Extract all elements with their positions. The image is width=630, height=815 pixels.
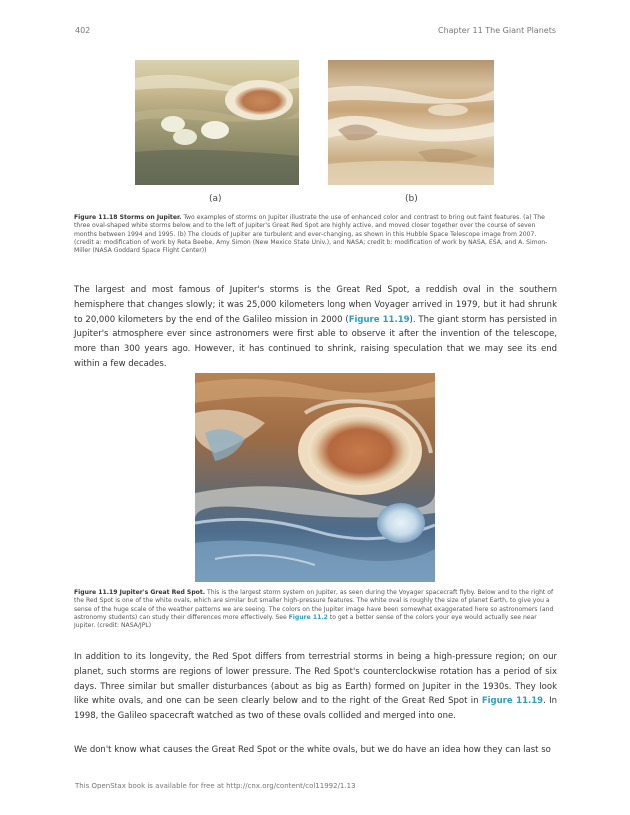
- figure-label-a: (a): [209, 194, 222, 204]
- footer-attribution: This OpenStax book is available for free at http://cnx.org/content/col11992/1.13: [75, 782, 356, 790]
- body-paragraph-2: [74, 650, 557, 724]
- figure-11-2-link[interactable]: Figure 11.2: [288, 613, 328, 621]
- paragraph-2-text-end: . In 1998, the Galileo spacecraft watched as two of these ovals collided and merged into one.: [74, 696, 557, 722]
- paragraph-2-text-start: In addition to its longevity, the Red Spot differs from terrestrial storms in being a high-pressure region; on our planet, such storms are regions of lower pressure. The Red Spot's counterclockwise rotation has a period of six days. Three similar but smaller disturbances (about as big as Earth) formed on Jupiter in the 1930s. They look like white ovals, and one can be seen clearly below and to the right of the Great Red Spot in: [74, 652, 557, 707]
- figure-11-18-text: Two examples of storms on Jupiter illustrate the use of enhanced color and contrast to bring out faint features. (a) The three oval-shaped white storms below and to the left of Jupiter's Great Red Spot are highly active, and moved closer together over the course of seven months between 1994 and 1995. (b) The clouds of Jupiter are turbulent and ever-changing, as shown in this Hubble Space Telescope image from 2007. (credit a: modification of work by Reta Beebe, Amy Simon (New Mexico State Univ.), and NASA; credit b: modification of work by NASA, ESA, and A. Simon-Miller (NASA Goddard Space Flight Center)): [74, 214, 548, 255]
- figure-11-19-link-2[interactable]: Figure 11.19: [481, 696, 544, 707]
- figure-11-19-text-end: to get a better sense of the colors your eye would actually see near Jupiter. (credit: NASA/JPL): [74, 613, 537, 630]
- paragraph-1-text-start: The largest and most famous of Jupiter's storms is the Great Red Spot, a reddish oval in the southern hemisphere that changes slowly; it was 25,000 kilometers long when Voyager arrived in 1979, but it had shrunk to 20,000 kilometers by the end of the Galileo mission in 2000 (: [74, 285, 557, 325]
- body-paragraph-1: [74, 283, 557, 372]
- figure-11-19-text-start: This is the largest storm system on Jupiter, as seen during the Voyager spacecraft flyby. Below and to the right of the Red Spot is one of the white ovals, which are similar but smaller high-pressure features. The white oval is roughly the size of planet Earth, to give you a sense of the huge scale of the weather patterns we are seeing. The colors on the Jupiter image have been somewhat exaggerated here so astronomers (and astronomy students) can study their differences more effectively. See: [74, 589, 554, 621]
- chapter-title: Chapter 11 The Giant Planets: [438, 26, 556, 35]
- figure-11-19-title: Figure 11.19 Jupiter's Great Red Spot.: [74, 589, 206, 596]
- figure-11-18-caption: [74, 214, 557, 255]
- great-red-spot-photo: [195, 373, 435, 582]
- figure-11-19-caption: [74, 589, 557, 630]
- page-number: 402: [75, 26, 91, 35]
- figure-11-18-title: Figure 11.18 Storms on Jupiter.: [74, 214, 182, 221]
- jupiter-clouds-photo-b: [328, 60, 494, 185]
- figure-label-b: (b): [405, 194, 418, 204]
- jupiter-storms-photo-a: [135, 60, 299, 185]
- figure-11-19-link[interactable]: Figure 11.19: [348, 314, 410, 325]
- paragraph-1-text-end: ). The giant storm has persisted in Jupiter's atmosphere ever since astronomers were first able to observe it after the invention of the telescope, more than 300 years ago. However, it has continued to shrink, raising speculation that we may see its end within a few decades.: [74, 314, 557, 369]
- body-paragraph-3: We don't know what causes the Great Red Spot or the white ovals, but we do have an idea how they can last so: [74, 745, 551, 755]
